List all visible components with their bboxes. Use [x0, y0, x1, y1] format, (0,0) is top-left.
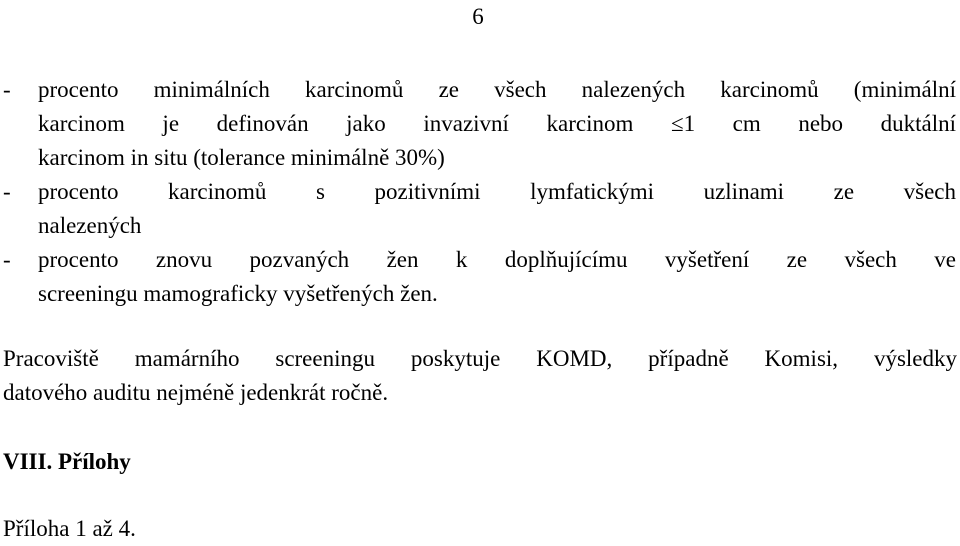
list-item-line: procento karcinomů s pozitivními lymfatickými uzlinami ze všech	[38, 179, 956, 204]
paragraph-line: Pracoviště mamárního screeningu poskytuje KOMD, případně Komisi, výsledky	[3, 346, 957, 371]
section-heading: VIII. Přílohy	[3, 449, 131, 474]
list-item-line: karcinom je definován jako invazivní karcinom ≤1 cm nebo duktální	[38, 111, 956, 136]
list-dash: -	[3, 179, 11, 204]
page-number: 6	[472, 4, 484, 29]
paragraph-line: datového auditu nejméně jedenkrát ročně.	[3, 380, 389, 405]
list-item-line: procento znovu pozvaných žen k doplňujícímu vyšetření ze všech ve	[38, 247, 956, 272]
body-paragraph	[3, 342, 957, 410]
list-item-line: procento minimálních karcinomů ze všech nalezených karcinomů (minimální	[38, 77, 956, 102]
list-dash: -	[3, 77, 11, 102]
list-item-line: nalezených	[38, 213, 142, 238]
list-dash: -	[3, 247, 11, 272]
list-item-line: screeningu mamograficky vyšetřených žen.	[38, 281, 438, 306]
list-item-line: karcinom in situ (tolerance minimálně 30%)	[38, 145, 445, 170]
appendix-reference: Příloha 1 až 4.	[3, 516, 136, 541]
